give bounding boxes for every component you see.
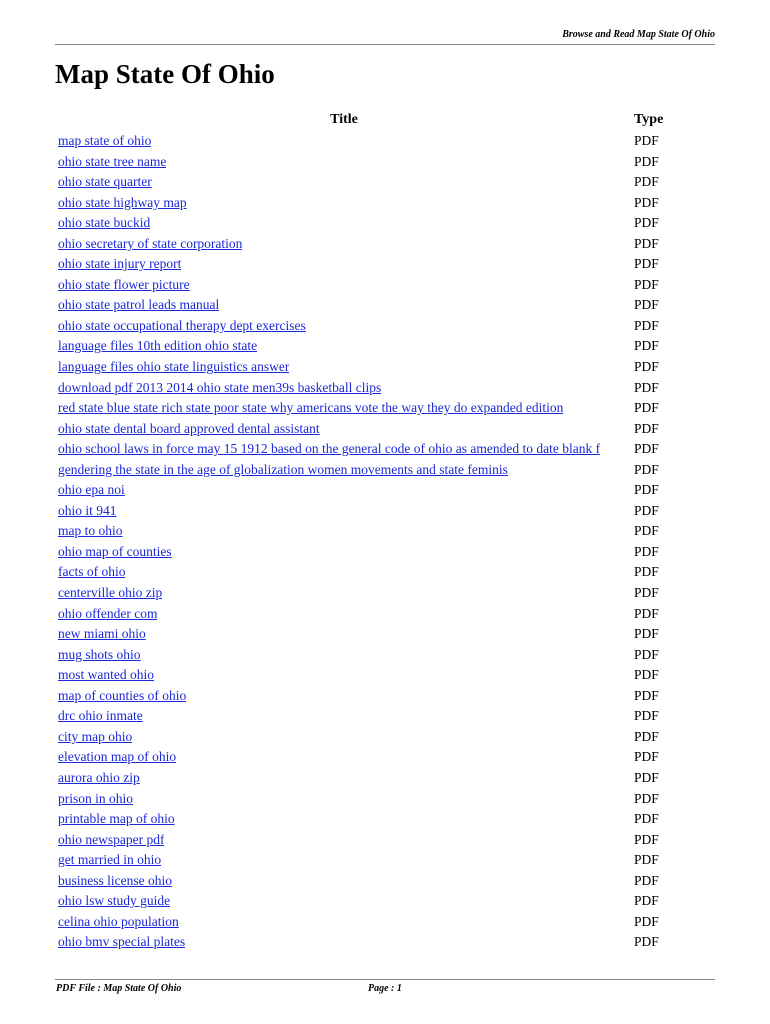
file-type-label: PDF <box>634 420 659 436</box>
file-type-label: PDF <box>634 174 659 190</box>
document-link[interactable]: aurora ohio zip <box>58 769 140 785</box>
list-item <box>58 830 698 851</box>
document-link[interactable]: ohio lsw study guide <box>58 893 171 909</box>
list-item <box>58 480 698 501</box>
document-link[interactable]: map to ohio <box>58 523 123 539</box>
file-type-label: PDF <box>634 708 659 724</box>
file-type-label: PDF <box>634 215 659 231</box>
document-link[interactable]: language files 10th edition ohio state <box>58 338 258 354</box>
list-item <box>58 295 698 316</box>
file-type-label: PDF <box>634 646 659 662</box>
document-link[interactable]: new miami ohio <box>58 626 146 642</box>
file-type-label: PDF <box>634 400 659 416</box>
file-type-label: PDF <box>634 934 659 950</box>
file-type-label: PDF <box>634 790 659 806</box>
document-link[interactable]: ohio state occupational therapy dept exercises <box>58 317 306 333</box>
list-item <box>58 583 698 604</box>
file-type-label: PDF <box>634 338 659 354</box>
file-type-label: PDF <box>634 564 659 580</box>
document-list <box>58 131 698 953</box>
list-item <box>58 562 698 583</box>
file-type-label: PDF <box>634 626 659 642</box>
file-type-label: PDF <box>634 872 659 888</box>
list-item <box>58 542 698 563</box>
list-item <box>58 747 698 768</box>
document-link[interactable]: ohio it 941 <box>58 502 117 518</box>
file-type-label: PDF <box>634 153 659 169</box>
list-item <box>58 419 698 440</box>
file-type-label: PDF <box>634 482 659 498</box>
list-item <box>58 665 698 686</box>
file-type-label: PDF <box>634 461 659 477</box>
list-item <box>58 131 698 152</box>
document-link[interactable]: download pdf 2013 2014 ohio state men39s basketball clips <box>58 379 382 395</box>
file-type-label: PDF <box>634 502 659 518</box>
list-item <box>58 378 698 399</box>
document-link[interactable]: language files ohio state linguistics answer <box>58 359 290 375</box>
document-link[interactable]: map of counties of ohio <box>58 687 187 703</box>
document-link[interactable]: ohio state quarter <box>58 174 152 190</box>
list-item <box>58 275 698 296</box>
file-type-label: PDF <box>634 317 659 333</box>
document-link[interactable]: elevation map of ohio <box>58 749 177 765</box>
list-item <box>58 624 698 645</box>
document-link[interactable]: ohio state buckid <box>58 215 151 231</box>
column-header-type: Type <box>634 112 664 127</box>
document-link[interactable]: ohio map of counties <box>58 543 172 559</box>
file-type-label: PDF <box>634 852 659 868</box>
list-item <box>58 604 698 625</box>
list-item <box>58 193 698 214</box>
list-item <box>58 460 698 481</box>
file-type-label: PDF <box>634 913 659 929</box>
column-header-title: Title <box>330 112 358 127</box>
list-item <box>58 789 698 810</box>
page-title: Map State Of Ohio <box>55 59 275 89</box>
document-link[interactable]: city map ohio <box>58 728 133 744</box>
document-link[interactable]: gendering the state in the age of globalization women movements and state feminis <box>58 461 508 477</box>
list-item <box>58 316 698 337</box>
list-item <box>58 357 698 378</box>
footer-divider <box>55 979 715 980</box>
document-link[interactable]: ohio bmv special plates <box>58 934 186 950</box>
list-item <box>58 850 698 871</box>
footer-file-label: PDF File : Map State Of Ohio <box>56 983 182 994</box>
list-item <box>58 932 698 953</box>
list-item <box>58 439 698 460</box>
list-item <box>58 891 698 912</box>
document-link[interactable]: printable map of ohio <box>58 811 175 827</box>
file-type-label: PDF <box>634 359 659 375</box>
file-type-label: PDF <box>634 831 659 847</box>
document-link[interactable]: celina ohio population <box>58 913 179 929</box>
file-type-label: PDF <box>634 441 659 457</box>
file-type-label: PDF <box>634 893 659 909</box>
list-item <box>58 727 698 748</box>
document-link[interactable]: ohio secretary of state corporation <box>58 235 243 251</box>
document-link[interactable]: centerville ohio zip <box>58 585 163 601</box>
document-link[interactable]: get married in ohio <box>58 852 162 868</box>
file-type-label: PDF <box>634 235 659 251</box>
document-link[interactable]: ohio state injury report <box>58 256 182 272</box>
list-item <box>58 521 698 542</box>
file-type-label: PDF <box>634 379 659 395</box>
file-type-label: PDF <box>634 687 659 703</box>
file-type-label: PDF <box>634 811 659 827</box>
document-link[interactable]: ohio state tree name <box>58 153 167 169</box>
list-item <box>58 645 698 666</box>
file-type-label: PDF <box>634 667 659 683</box>
list-item <box>58 336 698 357</box>
list-item <box>58 809 698 830</box>
document-link[interactable]: most wanted ohio <box>58 667 154 683</box>
list-item <box>58 398 698 419</box>
document-link[interactable]: business license ohio <box>58 872 172 888</box>
file-type-label: PDF <box>634 256 659 272</box>
document-link[interactable]: map state of ohio <box>58 133 152 148</box>
document-link[interactable]: ohio epa noi <box>58 482 125 498</box>
list-item <box>58 686 698 707</box>
document-link[interactable]: ohio school laws in force may 15 1912 based on the general code of ohio as amended to date blank f <box>58 441 601 457</box>
list-item <box>58 768 698 789</box>
document-link[interactable]: drc ohio inmate <box>58 708 143 724</box>
list-item <box>58 152 698 173</box>
file-type-label: PDF <box>634 297 659 313</box>
list-item <box>58 254 698 275</box>
file-type-label: PDF <box>634 605 659 621</box>
document-link[interactable]: ohio state highway map <box>58 194 187 210</box>
document-link[interactable]: ohio offender com <box>58 605 158 621</box>
file-type-label: PDF <box>634 585 659 601</box>
list-item <box>58 871 698 892</box>
document-link[interactable]: red state blue state rich state poor state why americans vote the way they do expanded edition <box>58 400 564 416</box>
file-type-label: PDF <box>634 133 659 148</box>
file-type-label: PDF <box>634 194 659 210</box>
list-item <box>58 213 698 234</box>
document-link[interactable]: mug shots ohio <box>58 646 141 662</box>
list-item <box>58 234 698 255</box>
document-link[interactable]: facts of ohio <box>58 564 126 580</box>
running-header: Browse and Read Map State Of Ohio <box>562 29 715 40</box>
document-link[interactable]: prison in ohio <box>58 790 134 806</box>
document-link[interactable]: ohio state flower picture <box>58 276 190 292</box>
file-type-label: PDF <box>634 769 659 785</box>
file-type-label: PDF <box>634 276 659 292</box>
footer-page-number: Page : 1 <box>368 983 402 994</box>
list-item <box>58 172 698 193</box>
document-link[interactable]: ohio newspaper pdf <box>58 831 165 847</box>
list-item <box>58 912 698 933</box>
list-item <box>58 501 698 522</box>
document-link[interactable]: ohio state dental board approved dental assistant <box>58 420 320 436</box>
file-type-label: PDF <box>634 543 659 559</box>
list-item <box>58 706 698 727</box>
document-link[interactable]: ohio state patrol leads manual <box>58 297 220 313</box>
file-type-label: PDF <box>634 749 659 765</box>
header-divider <box>55 44 715 45</box>
file-type-label: PDF <box>634 523 659 539</box>
file-type-label: PDF <box>634 728 659 744</box>
